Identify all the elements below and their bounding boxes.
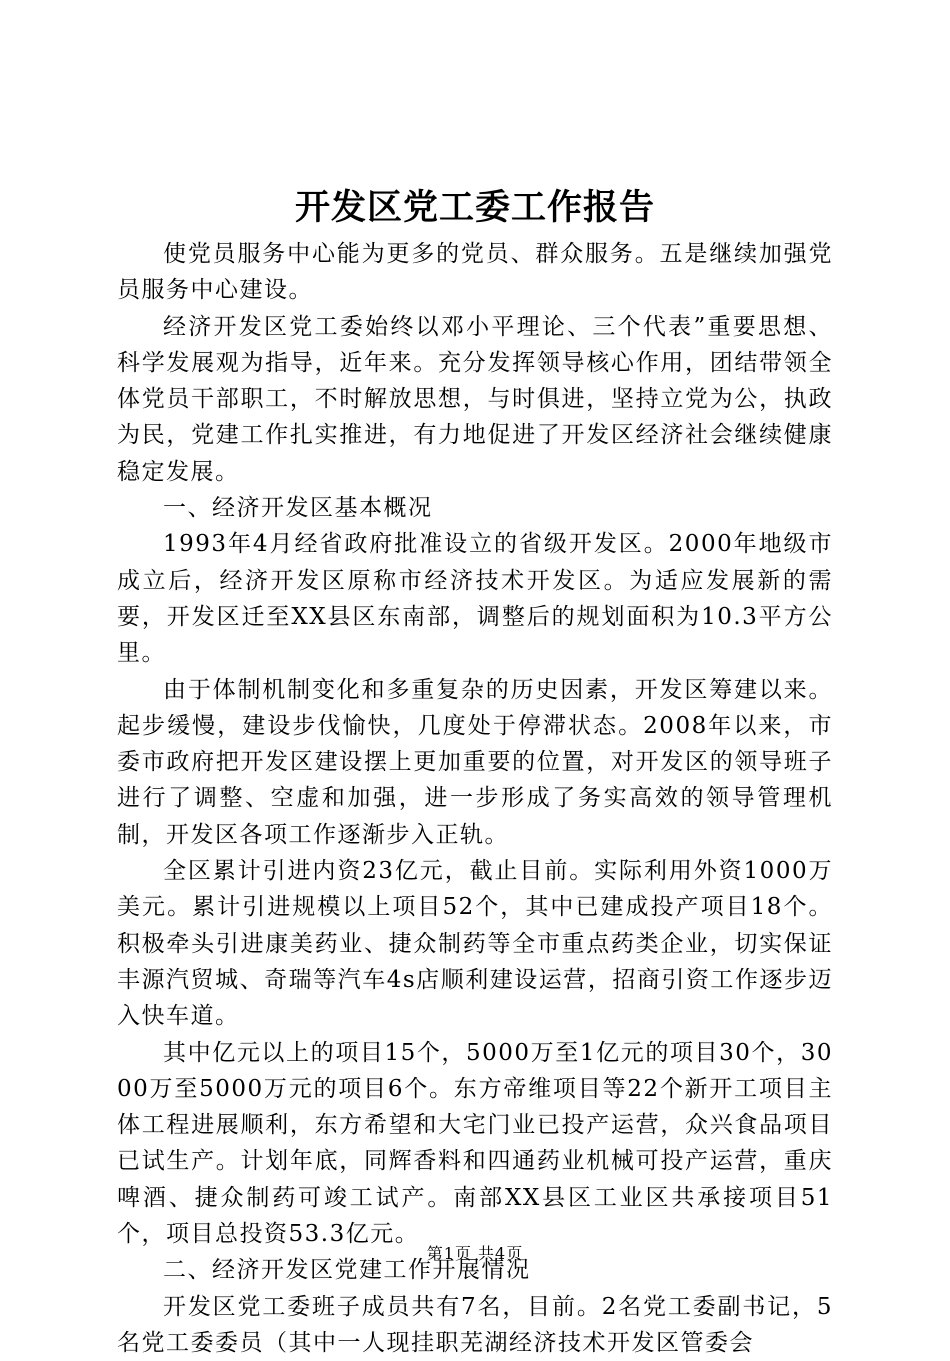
paragraph: 开发区党工委班子成员共有7名，目前。2名党工委副书记，5名党工委委员（其中一人现挂职芜湖经济技术开发区管委会: [117, 1293, 833, 1356]
document-title: 开发区党工委工作报告: [294, 187, 655, 228]
paragraph: 由于体制机制变化和多重复杂的历史因素，开发区筹建以来。起步缓慢，建设步伐愉快，几度处于停滞状态。2008年以来，市委市政府把开发区建设摆上更加重要的位置，对开发区的领导班子进行了调整、空虚和加强，进一步形成了务实高效的领导管理机制，开发区各项工作逐渐步入正轨。: [117, 676, 833, 848]
paragraph: 其中亿元以上的项目15个，5000万至1亿元的项目30个，3000万至5000万元的项目6个。东方帝维项目等22个新开工项目主体工程进展顺利，东方希望和大宅门业已投产运营，众兴食品项目已试生产。计划年底，同辉香料和四通药业机械可投产运营，重庆啤酒、捷众制药可竣工试产。南部XX县区工业区共承接项目51个，项目总投资53.3亿元。: [117, 1039, 833, 1248]
paragraph: 使党员服务中心能为更多的党员、群众服务。五是继续加强党员服务中心建设。: [117, 241, 833, 304]
paragraph: 1993年4月经省政府批准设立的省级开发区。2000年地级市成立后，经济开发区原称市经济技术开发区。为适应发展新的需要，开发区迁至XX县区东南部，调整后的规划面积为10.3平方公里。: [117, 531, 833, 667]
section-heading: 一、经济开发区基本概况: [163, 495, 433, 522]
section-heading: 二、经济开发区党建工作开展情况: [163, 1257, 531, 1284]
document-body: [117, 236, 833, 1361]
paragraph: 全区累计引进内资23亿元，截止目前。实际利用外资1000万美元。累计引进规模以上项目52个，其中已建成投产项目18个。积极牵头引进康美药业、捷众制药等全市重点药类企业，切实保证丰源汽贸城、奇瑞等汽车4s店顺利建设运营，招商引资工作逐步迈入快车道。: [117, 858, 833, 1030]
paragraph: 经济开发区党工委始终以邓小平理论、三个代表”重要思想、科学发展观为指导，近年来。充分发挥领导核心作用，团结带领全体党员干部职工，不时解放思想，与时俱进，坚持立党为公，执政为民，党建工作扎实推进，有力地促进了开发区经济社会继续健康稳定发展。: [117, 313, 833, 485]
page-footer: 第1页 共4页: [426, 1244, 524, 1263]
